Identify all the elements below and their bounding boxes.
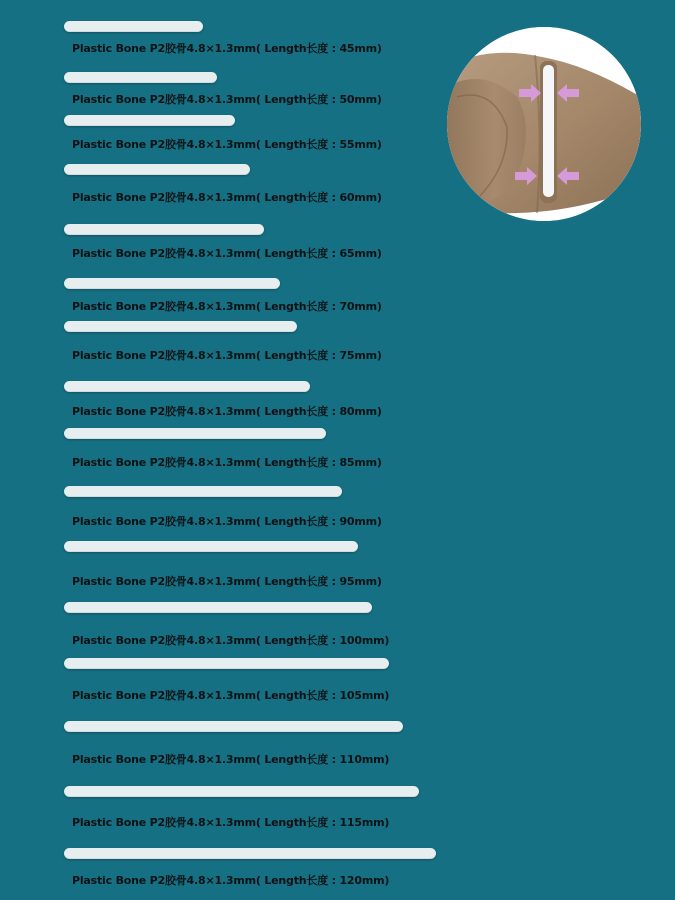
product-row-65 xyxy=(0,220,440,270)
plastic-bone-bar xyxy=(64,278,280,289)
plastic-bone-bar xyxy=(64,115,235,126)
product-caption: Plastic Bone P2胶骨4.8×1.3mm( Length长度 : 70mm) xyxy=(72,300,382,313)
product-caption: Plastic Bone P2胶骨4.8×1.3mm( Length长度 : 75mm) xyxy=(72,349,382,362)
product-row-110 xyxy=(0,717,440,767)
plastic-bone-bar xyxy=(64,658,389,669)
plastic-bone-bar xyxy=(64,541,358,552)
plastic-bone-bar xyxy=(64,381,310,392)
product-caption: Plastic Bone P2胶骨4.8×1.3mm( Length长度 : 100mm) xyxy=(72,634,390,647)
product-caption: Plastic Bone P2胶骨4.8×1.3mm( Length长度 : 80mm) xyxy=(72,405,382,418)
product-row-95 xyxy=(0,538,440,588)
product-row-70 xyxy=(0,274,440,324)
product-caption: Plastic Bone P2胶骨4.8×1.3mm( Length长度 : 55mm) xyxy=(72,138,382,151)
product-row-120 xyxy=(0,844,440,894)
plastic-bone-bar xyxy=(64,786,419,797)
product-caption: Plastic Bone P2胶骨4.8×1.3mm( Length长度 : 90mm) xyxy=(72,515,382,528)
product-row-90 xyxy=(0,483,440,533)
product-caption: Plastic Bone P2胶骨4.8×1.3mm( Length长度 : 45mm) xyxy=(72,42,382,55)
product-caption: Plastic Bone P2胶骨4.8×1.3mm( Length长度 : 65mm) xyxy=(72,247,382,260)
product-row-55 xyxy=(0,112,440,162)
product-row-45 xyxy=(0,17,440,67)
product-row-50 xyxy=(0,68,440,118)
plastic-bone-bar xyxy=(64,721,403,732)
plastic-bone-bar xyxy=(64,428,326,439)
product-caption: Plastic Bone P2胶骨4.8×1.3mm( Length长度 : 120mm) xyxy=(72,874,390,887)
plastic-bone-bar xyxy=(64,602,372,613)
product-caption: Plastic Bone P2胶骨4.8×1.3mm( Length长度 : 85mm) xyxy=(72,456,382,469)
product-row-115 xyxy=(0,782,440,832)
product-caption: Plastic Bone P2胶骨4.8×1.3mm( Length长度 : 105mm) xyxy=(72,689,390,702)
product-caption: Plastic Bone P2胶骨4.8×1.3mm( Length长度 : 50mm) xyxy=(72,93,382,106)
plastic-bone-bar xyxy=(64,848,436,859)
plastic-bone-bar xyxy=(64,72,217,83)
bra-bone-inset-photo xyxy=(447,27,641,221)
product-row-100 xyxy=(0,599,440,649)
plastic-bone-bar xyxy=(64,224,264,235)
product-row-85 xyxy=(0,425,440,475)
bra-fabric-illustration xyxy=(447,27,641,221)
product-caption: Plastic Bone P2胶骨4.8×1.3mm( Length长度 : 95mm) xyxy=(72,575,382,588)
product-caption: Plastic Bone P2胶骨4.8×1.3mm( Length长度 : 110mm) xyxy=(72,753,390,766)
product-row-80 xyxy=(0,377,440,427)
product-row-105 xyxy=(0,654,440,704)
plastic-bone-bar xyxy=(64,164,250,175)
product-row-60 xyxy=(0,160,440,210)
plastic-bone-bar xyxy=(64,321,297,332)
product-caption: Plastic Bone P2胶骨4.8×1.3mm( Length长度 : 115mm) xyxy=(72,816,390,829)
plastic-bone-bar xyxy=(64,21,203,32)
product-row-75 xyxy=(0,318,440,368)
plastic-bone-bar xyxy=(64,486,342,497)
product-caption: Plastic Bone P2胶骨4.8×1.3mm( Length长度 : 60mm) xyxy=(72,191,382,204)
